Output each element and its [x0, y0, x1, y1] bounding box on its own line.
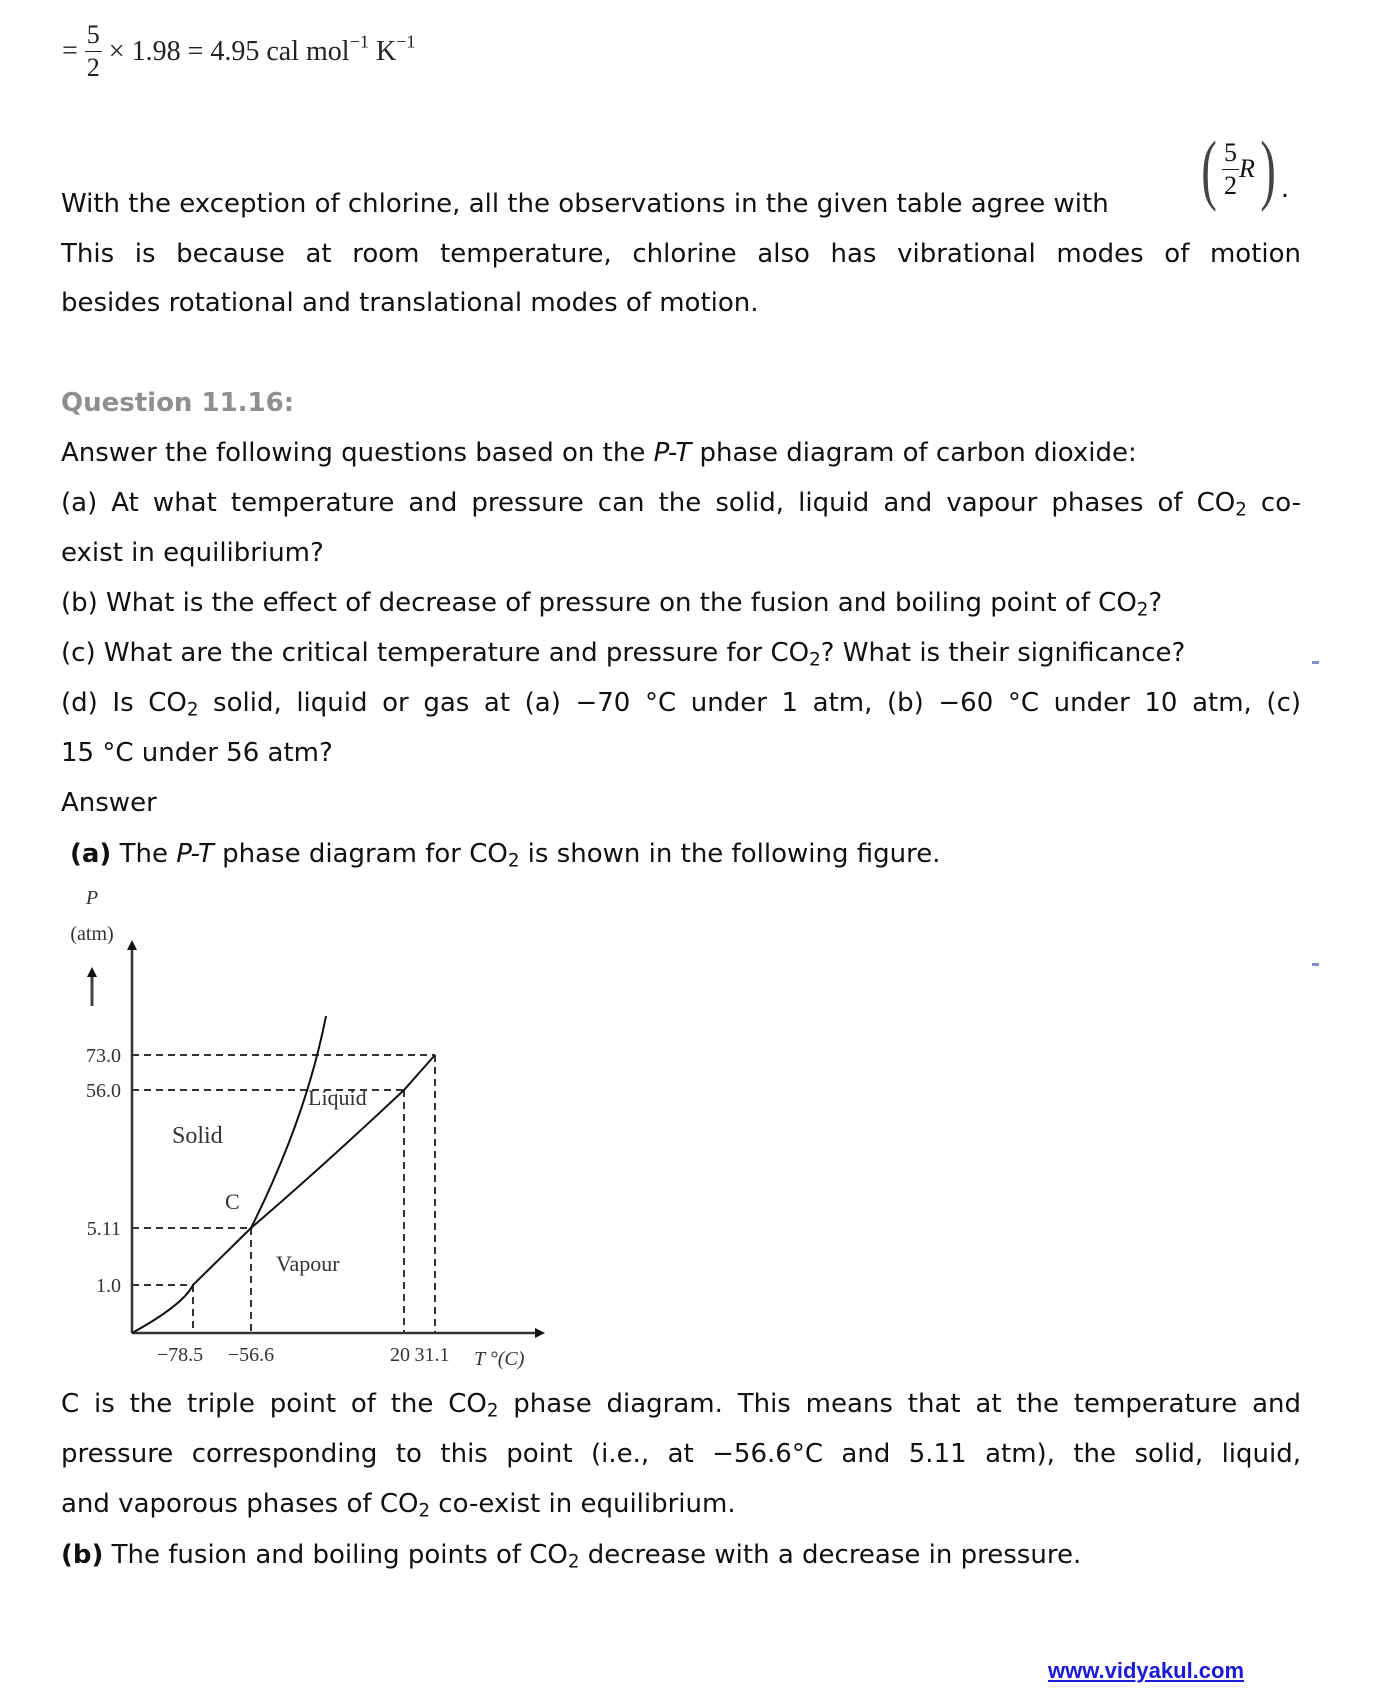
answer-c-line-3 — [61, 1488, 736, 1520]
subscript: 2 — [567, 1551, 580, 1573]
formula-value: × 1.98 = 4.95 cal mol — [108, 35, 350, 67]
y-tick-label-1: 1.0 — [96, 1275, 121, 1297]
subscript: 2 — [1235, 499, 1247, 521]
r-frac-num: 5 — [1222, 140, 1239, 170]
answer-a-label: (a) — [70, 839, 112, 869]
triple-point-label: C — [225, 1189, 240, 1214]
right-paren: ) — [1260, 125, 1276, 212]
vaporisation-curve — [251, 1055, 435, 1228]
footer-website-link[interactable]: www.vidyakul.com — [1048, 1658, 1245, 1683]
r-frac-den: 2 — [1223, 170, 1237, 200]
question-a-line-2: exist in equilibrium? — [61, 538, 324, 568]
subscript: 2 — [809, 649, 821, 671]
subscript: 2 — [507, 850, 520, 872]
answer-a-pt: P-T — [176, 839, 214, 869]
sublimation-curve — [132, 1228, 251, 1333]
answer-b-label: (b) — [61, 1540, 104, 1570]
answer-label: Answer — [61, 788, 157, 818]
question-d-text: (d) Is CO — [61, 688, 187, 718]
answer-b — [61, 1539, 1081, 1571]
subscript: 2 — [186, 699, 199, 721]
question-a-text-end: co- — [1246, 488, 1301, 518]
paragraph-line-3: besides rotational and translational modes of motion. — [61, 288, 759, 318]
y-axis-unit: (atm) — [70, 923, 114, 945]
question-c-text-end: ? What is their significance? — [820, 638, 1186, 668]
subscript: 2 — [418, 1500, 431, 1522]
x-axis-label: T °(C) — [474, 1348, 525, 1370]
question-b-text: (b) What is the effect of decrease of pressure on the fusion and boiling point of CO — [61, 588, 1137, 618]
y-tick-label-56: 56.0 — [86, 1080, 121, 1102]
formula-exponent-2: −1 — [396, 30, 416, 51]
answer-c3-text-end: co-exist in equilibrium. — [430, 1489, 736, 1519]
answer-c3-text: and vaporous phases of CO — [61, 1489, 419, 1519]
answer-c-text: C is the triple point of the CO — [61, 1389, 487, 1419]
region-label-liquid: Liquid — [308, 1085, 367, 1110]
x-tick-label-56-6: −56.6 — [227, 1344, 275, 1366]
intro-text: Answer the following questions based on the — [61, 438, 654, 468]
y-axis-label: P — [85, 887, 99, 909]
region-label-vapour: Vapour — [276, 1251, 340, 1276]
formula-frac-num: 5 — [85, 22, 102, 52]
answer-a-end: is shown in the following figure. — [519, 839, 941, 869]
question-a-text: (a) At what temperature and pressure can the solid, liquid and vapour phases of CO — [61, 488, 1236, 518]
answer-a-mid: phase diagram for CO — [213, 839, 508, 869]
period: . — [1280, 173, 1290, 204]
answer-c-text-end: phase diagram. This means that at the temperature and — [498, 1389, 1301, 1419]
answer-b-end: decrease with a decrease in pressure. — [579, 1540, 1082, 1570]
question-d-text-end: solid, liquid or gas at (a) −70 °C under 1 atm, (b) −60 °C under 10 atm, (c) — [198, 688, 1302, 718]
triple-point-marker — [250, 1227, 253, 1230]
y-tick-label-73: 73.0 — [86, 1045, 121, 1067]
answer-a-text: The — [111, 839, 177, 869]
subscript: 2 — [486, 1400, 499, 1422]
question-d-line-2: 15 °C under 56 atm? — [61, 738, 333, 768]
answer-c-line-1 — [61, 1388, 1301, 1420]
paragraph-text: With the exception of chlorine, all the observations in the given table agree with — [61, 189, 1109, 219]
left-paren: ( — [1201, 125, 1217, 212]
x-tick-label-78-5: −78.5 — [156, 1344, 204, 1366]
x-tick-label-20: 20 — [390, 1344, 410, 1366]
formula-frac-den: 2 — [86, 53, 100, 82]
subscript: 2 — [1136, 599, 1149, 621]
formula-unit-k: K — [368, 35, 397, 67]
answer-b-text: The fusion and boiling points of CO — [103, 1540, 568, 1570]
x-tick-label-31-1: 31.1 — [414, 1344, 450, 1366]
question-heading: Question 11.16: — [61, 388, 295, 418]
paragraph-line-2: This is because at room temperature, chlorine also has vibrational modes of motion — [61, 239, 1301, 269]
question-c-text: (c) What are the critical temperature and pressure for CO — [61, 638, 810, 668]
intro-text-end: phase diagram of carbon dioxide: — [691, 438, 1137, 468]
formula-exponent-1: −1 — [349, 30, 369, 51]
y-tick-label-5-11: 5.11 — [86, 1218, 121, 1240]
region-label-solid: Solid — [172, 1123, 223, 1149]
formula-equals: = — [62, 35, 78, 67]
answer-c-line-2: pressure corresponding to this point (i.e., at −56.6°C and 5.11 atm), the solid, liquid, — [61, 1439, 1301, 1469]
intro-pt: P-T — [653, 438, 692, 468]
r-variable: R — [1238, 154, 1255, 183]
question-b-text-end: ? — [1148, 588, 1163, 618]
